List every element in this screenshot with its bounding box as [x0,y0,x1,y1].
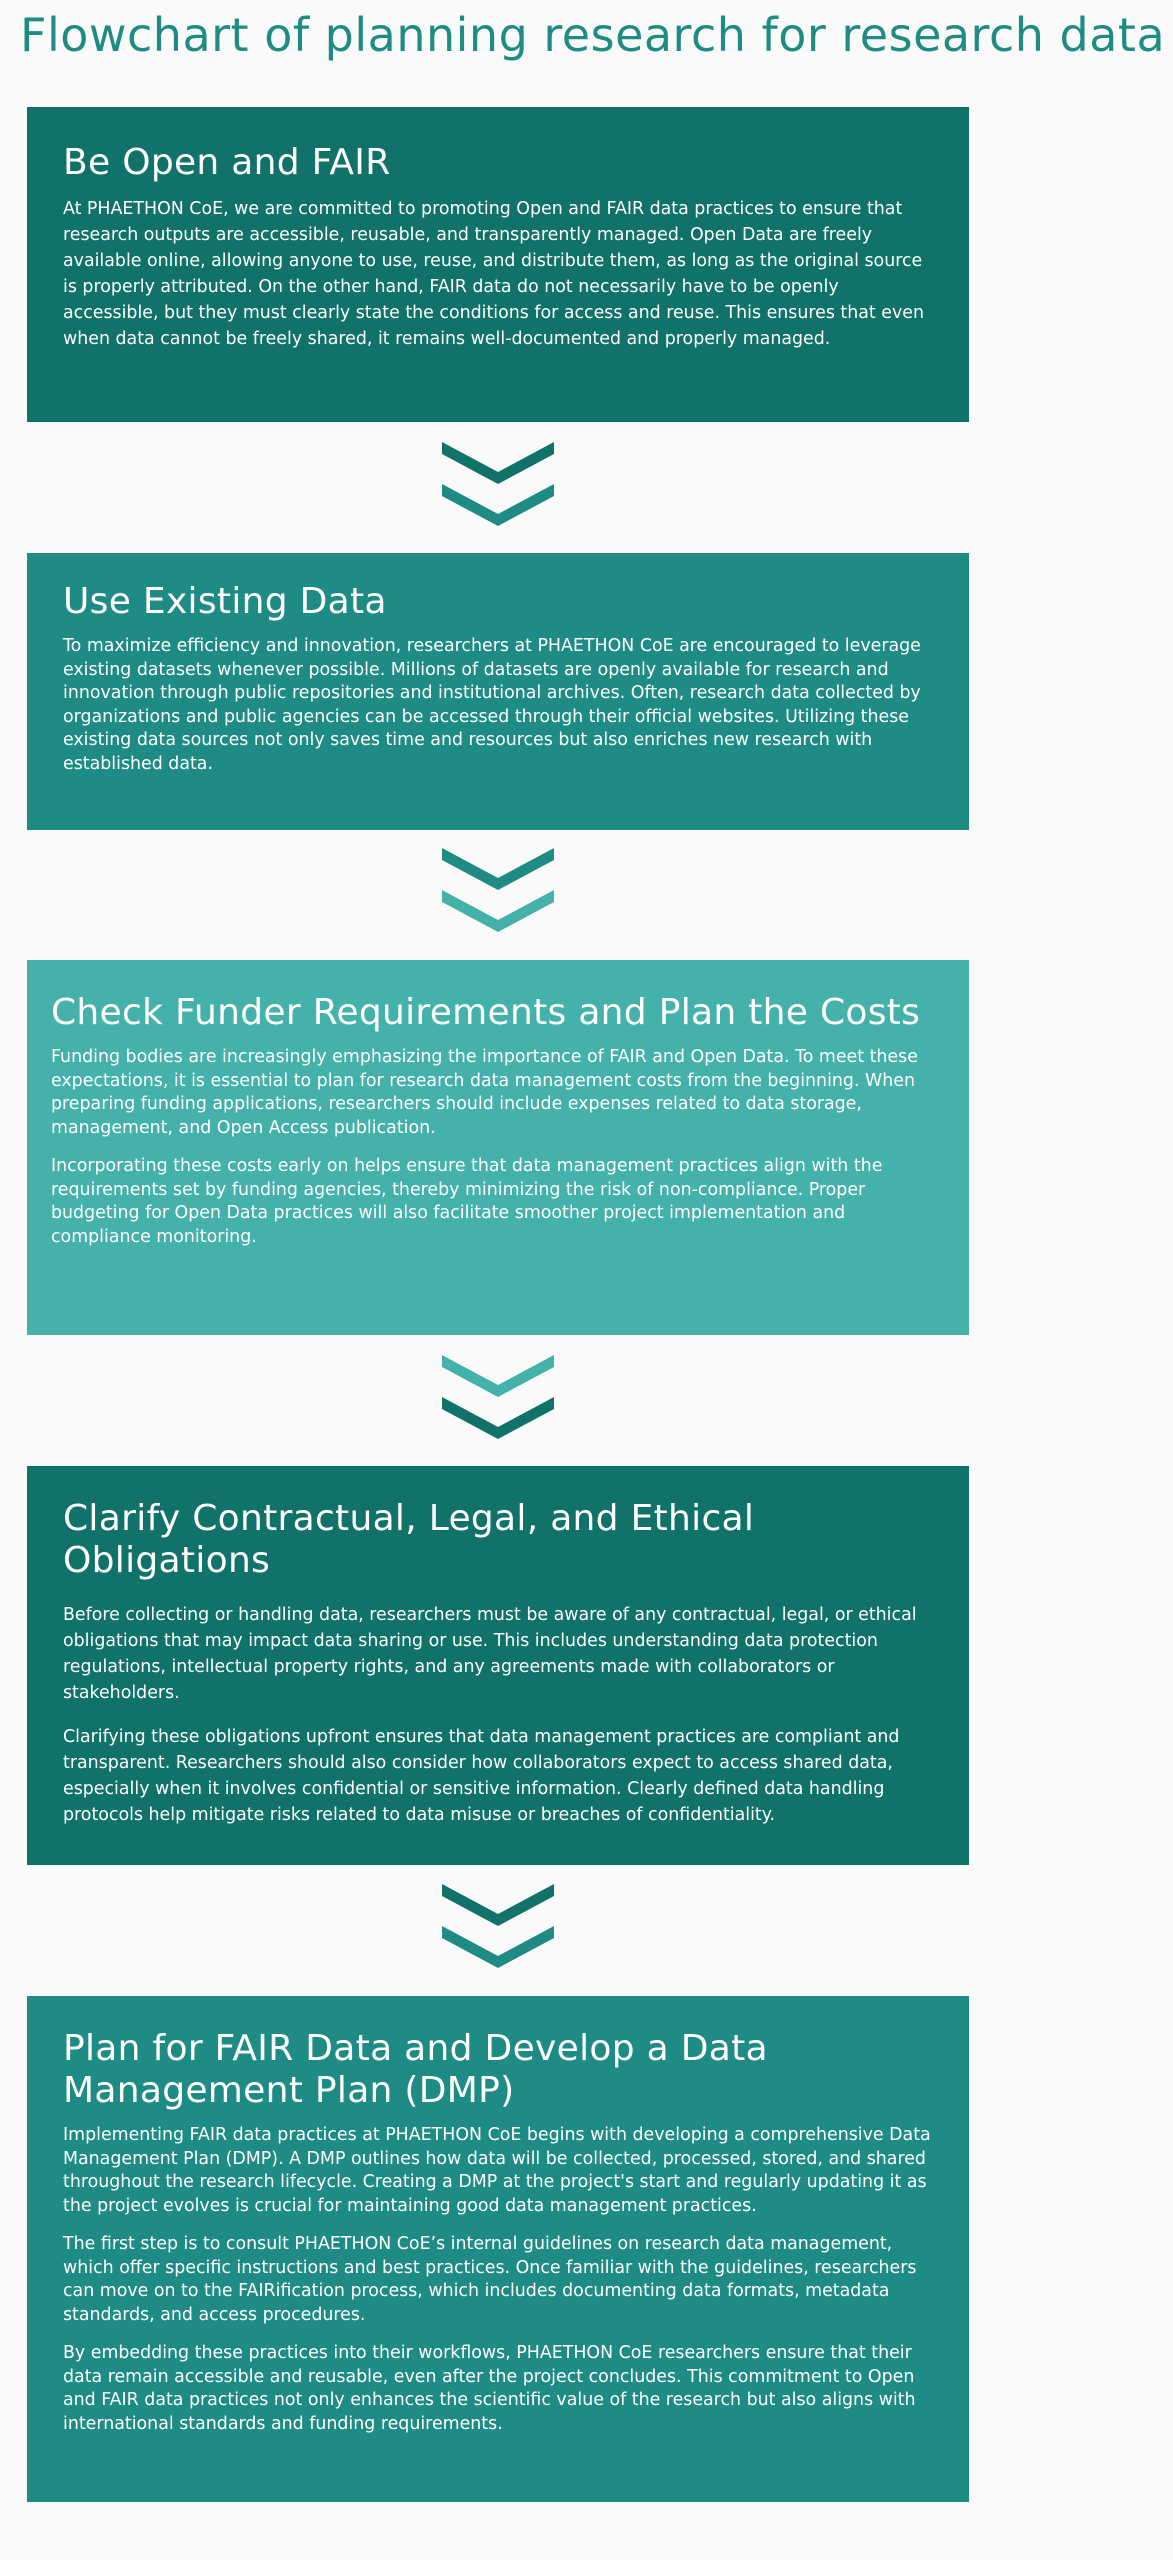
double-chevron-down-icon [442,1884,554,1974]
step-heading: Be Open and FAIR [63,142,391,183]
step-paragraph: Clarifying these obligations upfront ensures that data management practices are compliant and transparent. Researchers should also consider how collaborators expect to access shared data, especially when it involves confidential or sensitive information. Clearly defined data handling protocols help mitigate risks related to data misuse or breaches of confidentiality. [63,1727,900,1825]
chevron-top [442,848,554,890]
double-chevron-down-icon [442,1355,554,1445]
step-paragraph: At PHAETHON CoE, we are committed to promoting Open and FAIR data practices to ensure that research outputs are accessible, reusable, and transparently managed. Open Data are freely available online, allowing anyone to use, reuse, and distribute them, as long as the original source is properly attributed. On the other hand, FAIR data do not necessarily have to be openly accessible, but they must clearly state the conditions for access and reuse. This ensures that even when data cannot be freely shared, it remains well-documented and properly managed. [63,199,924,349]
chevron-top [442,1355,554,1397]
step-paragraph: Implementing FAIR data practices at PHAETHON CoE begins with developing a comprehensive Data Management Plan (DMP). A DMP outlines how data will be collected, processed, stored, and shared throughout the research lifecycle. Creating a DMP at the project's start and regularly updating it as the project evolves is crucial for maintaining good data management practices. [63,2125,931,2216]
step-heading: Use Existing Data [63,581,387,622]
chevron-top [442,442,554,484]
step-paragraph: Funding bodies are increasingly emphasizing the importance of FAIR and Open Data. To meet these expectations, it is essential to plan for research data management costs from the beginning. When preparing funding applications, researchers should include expenses related to data storage, management, and Open Access publication. [51,1047,918,1138]
chevron-bottom [442,1397,554,1439]
chevron-top [442,1884,554,1926]
step-heading: Plan for FAIR Data and Develop a Data Management Plan (DMP) [63,2028,768,2111]
step-paragraph: To maximize efficiency and innovation, researchers at PHAETHON CoE are encouraged to leverage existing datasets whenever possible. Millions of datasets are openly available for research and innovation through public repositories and institutional archives. Often, research data collected by organizations and public agencies can be accessed through their official websites. Utilizing these existing data sources not only saves time and resources but also enriches new research with established data. [63,636,921,774]
step-heading: Check Funder Requirements and Plan the Costs [51,992,921,1033]
step-card-funder-requirements [27,960,969,1335]
step-card-use-existing-data [27,553,969,830]
step-heading: Clarify Contractual, Legal, and Ethical Obligations [63,1498,755,1581]
step-card-data-management-plan [27,1996,969,2502]
double-chevron-down-icon [442,848,554,938]
step-paragraph: By embedding these practices into their workflows, PHAETHON CoE researchers ensure that their data remain accessible and reusable, even after the project concludes. This commitment to Open and FAIR data practices not only enhances the scientific value of the research but also aligns with international standards and funding requirements. [63,2343,916,2434]
step-paragraph: The first step is to consult PHAETHON CoE’s internal guidelines on research data management, which offer specific instructions and best practices. Once familiar with the guidelines, researchers can move on to the FAIRification process, which includes documenting data formats, metadata standards, and access procedures. [63,2234,917,2325]
chevron-bottom [442,484,554,526]
step-card-be-open-and-fair [27,107,969,422]
chevron-bottom [442,1926,554,1968]
page-title: Flowchart of planning research for research data [20,8,1166,62]
step-paragraph: Incorporating these costs early on helps ensure that data management practices align with the requirements set by funding agencies, thereby minimizing the risk of non-compliance. Proper budgeting for Open Data practices will also facilitate smoother project implementation and compliance monitoring. [51,1156,883,1247]
double-chevron-down-icon [442,442,554,532]
step-paragraph: Before collecting or handling data, researchers must be aware of any contractual, legal, or ethical obligations that may impact data sharing or use. This includes understanding data protection regulations, intellectual property rights, and any agreements made with collaborators or stakeholders. [63,1605,917,1703]
step-card-legal-obligations [27,1466,969,1865]
chevron-bottom [442,890,554,932]
